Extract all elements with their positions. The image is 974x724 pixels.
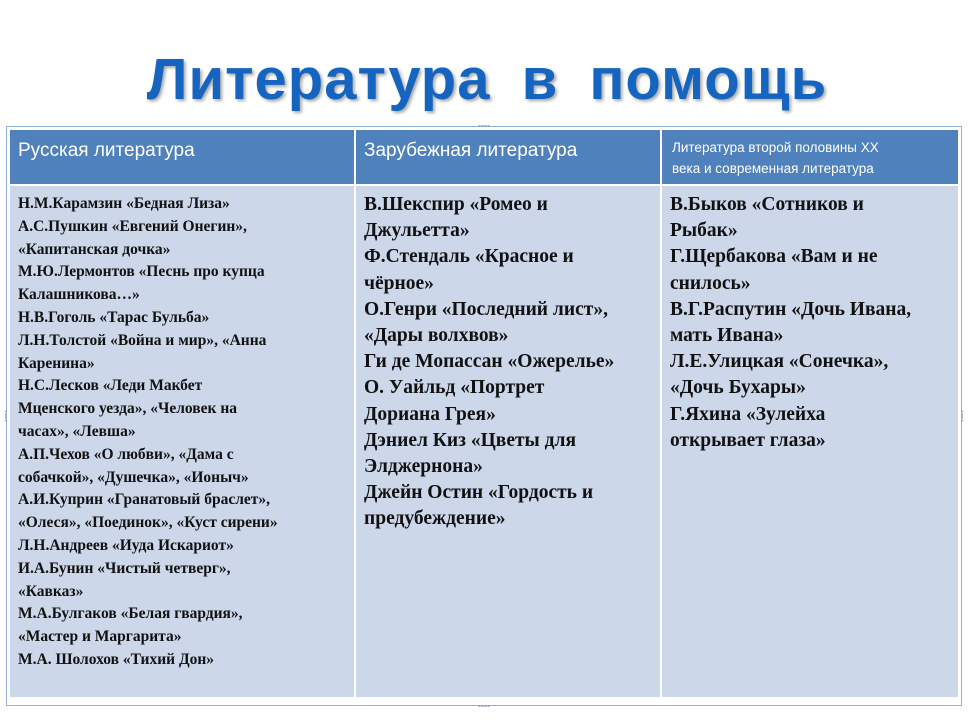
- list-item: «Дары волхвов»: [364, 325, 509, 347]
- resize-handle-right[interactable]: [960, 410, 964, 422]
- page-title: Литература в помощь: [146, 47, 828, 112]
- list-item: Л.Н.Андреев «Иуда Искариот»: [18, 536, 234, 554]
- list-item: Л.Н.Толстой «Война и мир», «Анна: [18, 331, 267, 349]
- list-item: снилось»: [670, 272, 751, 294]
- table-body-row: [10, 185, 958, 697]
- cell-modern-literature: [661, 185, 958, 697]
- resize-handle-top[interactable]: [478, 124, 490, 128]
- list-item: Элджернона»: [364, 456, 483, 478]
- header-foreign-literature: Зарубежная литература: [355, 130, 661, 185]
- list-item: В.Быков «Сотников и: [670, 194, 864, 215]
- list-item: В.Шекспир «Ромео и: [364, 194, 548, 215]
- list-item: Ги де Мопассан «Ожерелье»: [364, 351, 615, 373]
- list-item: «Мастер и Маргарита»: [18, 628, 182, 646]
- list-item: М.Ю.Лермонтов «Песнь про купца: [18, 263, 265, 281]
- header-russian-literature: Русская литература: [10, 130, 355, 185]
- cell-russian-literature: [10, 185, 355, 697]
- list-item: Джейн Остин «Гордость и: [364, 482, 594, 504]
- list-item: Г.Щербакова «Вам и не: [670, 246, 878, 268]
- list-item: Джульетта»: [364, 220, 470, 242]
- list-item: «Капитанская дочка»: [18, 240, 171, 258]
- list-item: А.С.Пушкин «Евгений Онегин»,: [18, 217, 247, 235]
- list-item: предубеждение»: [364, 508, 506, 530]
- list-item: Н.С.Лесков «Леди Макбет: [18, 377, 203, 395]
- list-item: Калашникова…»: [18, 286, 140, 304]
- header-line: века и современная литература: [672, 161, 874, 176]
- list-item: Н.М.Карамзин «Бедная Лиза»: [18, 195, 230, 212]
- list-item: «Дочь Бухары»: [670, 377, 806, 399]
- list-item: Н.В.Гоголь «Тарас Бульба»: [18, 308, 210, 326]
- resize-handle-bottom[interactable]: [478, 704, 490, 708]
- list-item: А.П.Чехов «О любви», «Дама с: [18, 445, 234, 463]
- list-item: О. Уайльд «Портрет: [364, 377, 545, 399]
- list-item: М.А. Шолохов «Тихий Дон»: [18, 650, 215, 668]
- list-item: «Олеся», «Поединок», «Куст сирени»: [18, 514, 278, 532]
- header-modern-literature: [661, 130, 958, 185]
- list-item: Дэниел Киз «Цветы для: [364, 429, 577, 451]
- literature-table: [10, 130, 958, 697]
- list-item: Дориана Грея»: [364, 403, 496, 425]
- list-item: А.И.Куприн «Гранатовый браслет»,: [18, 491, 271, 509]
- list-item: Мценского уезда», «Человек на: [18, 400, 237, 418]
- list-item: чёрное»: [364, 272, 434, 294]
- list-item: Г.Яхина «Зулейха: [670, 403, 826, 425]
- resize-handle-left[interactable]: [4, 410, 8, 422]
- list-item: Л.Е.Улицкая «Сонечка»,: [670, 351, 889, 373]
- list-item: часах», «Левша»: [18, 422, 136, 440]
- list-item: мать Ивана»: [670, 325, 784, 347]
- cell-foreign-literature: [355, 185, 661, 697]
- list-item: И.А.Бунин «Чистый четверг»,: [18, 559, 231, 577]
- list-item: В.Г.Распутин «Дочь Ивана,: [670, 298, 912, 320]
- list-item: Каренина»: [18, 354, 95, 372]
- table-header-row: [10, 130, 958, 185]
- list-item: Ф.Стендаль «Красное и: [364, 246, 574, 268]
- list-item: О.Генри «Последний лист»,: [364, 298, 608, 320]
- header-line: Литература второй половины XX: [672, 140, 879, 155]
- list-item: «Кавказ»: [18, 582, 84, 600]
- list-item: М.А.Булгаков «Белая гвардия»,: [18, 605, 243, 623]
- list-item: собачкой», «Душечка», «Ионыч»: [18, 468, 249, 486]
- list-item: открывает глаза»: [670, 429, 826, 451]
- list-item: Рыбак»: [670, 220, 738, 242]
